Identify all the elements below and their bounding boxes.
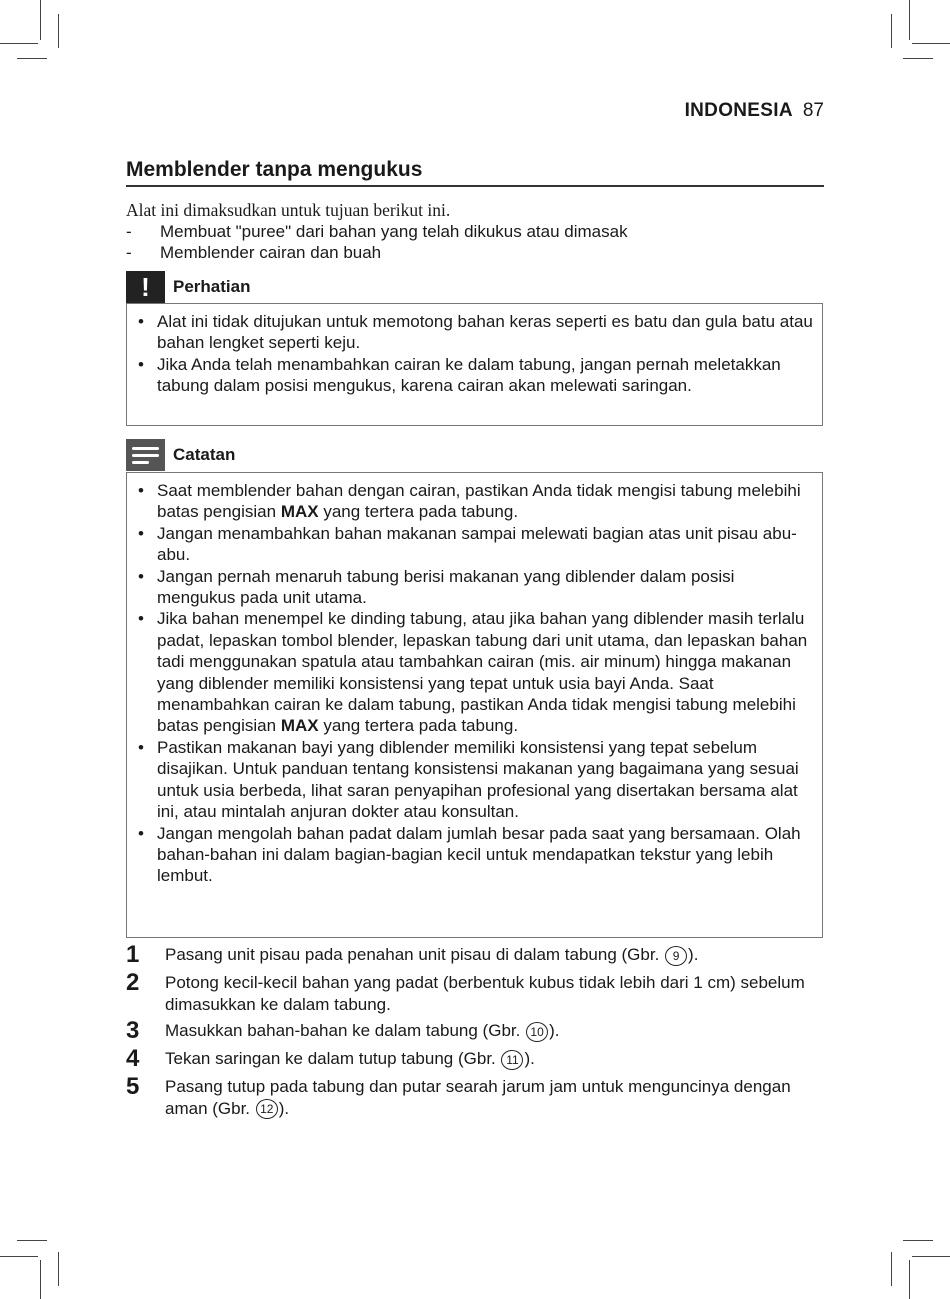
- warning-icon: !: [126, 271, 165, 303]
- note-item: • Jangan menambahkan bahan makanan sampai melewati bagian atas unit pisau abu-abu.: [138, 523, 797, 565]
- step: 4 Tekan saringan ke dalam tutup tabung (Gbr. 11 ).: [126, 1045, 535, 1072]
- figure-ref: 12: [256, 1099, 278, 1119]
- intro-lead: Alat ini dimaksudkan untuk tujuan berikut ini.: [126, 200, 451, 220]
- page-number: 87: [802, 100, 824, 121]
- note-item: • Pastikan makanan bayi yang diblender memiliki konsistensi yang tepat sebelum disajikan. Untuk panduan tentang konsistensi makanan yang bagaimana yang sesuai untuk usia berbeda, lihat saran penyapihan profesional yang disertakan bersama alat ini, atau mintalah anjuran dokter atau konsultan.: [138, 737, 799, 822]
- figure-ref: 9: [665, 946, 687, 966]
- step-number: 2: [126, 969, 140, 996]
- note-item: • Jika bahan menempel ke dinding tabung, atau jika bahan yang diblender masih terlalu padat, lepaskan tombol blender, lepaskan tabung dari unit utama, dan lepaskan bahan tadi menggunakan spatula atau tambahkan cairan (mis. air minum) hingga makanan yang diblender memiliki konsistensi yang tepat untuk usia bayi Anda. Saat menambahkan cairan ke dalam tabung, pastikan Anda tidak mengisi tabung melebihi batas pengisian MAX yang tertera pada tabung.: [138, 609, 808, 736]
- note-item: • Jangan mengolah bahan padat dalam jumlah besar pada saat yang bersamaan. Olah bahan-bahan ini dalam bagian-bagian kecil untuk mendapatkan tekstur yang lebih lembut.: [138, 823, 801, 886]
- step: 2 Potong kecil-kecil bahan yang padat (berbentuk kubus tidak lebih dari 1 cm) sebelum dimasukkan ke dalam tabung.: [126, 969, 805, 1014]
- step: 3 Masukkan bahan-bahan ke dalam tabung (Gbr. 10 ).: [126, 1017, 560, 1044]
- figure-ref: 10: [526, 1022, 548, 1042]
- step: 5 Pasang tutup pada tabung dan putar searah jarum jam untuk menguncinya dengan aman (Gbr. 12 ).: [126, 1073, 791, 1118]
- step-number: 4: [126, 1045, 140, 1072]
- note-item: • Saat memblender bahan dengan cairan, pastikan Anda tidak mengisi tabung melebihi batas pengisian MAX yang tertera pada tabung.: [138, 481, 801, 522]
- caution-label: Perhatian: [173, 277, 251, 296]
- step-number: 3: [126, 1017, 140, 1044]
- note-icon: [126, 439, 165, 471]
- note-box: [126, 472, 823, 938]
- figure-ref: 11: [501, 1050, 523, 1070]
- caution-item: • Alat ini tidak ditujukan untuk memotong bahan keras seperti es batu dan gula batu atau bahan lengket seperti keju.: [138, 312, 813, 353]
- note-item: • Jangan pernah menaruh tabung berisi makanan yang diblender dalam posisi mengukus pada unit utama.: [138, 566, 735, 608]
- step: 1 Pasang unit pisau pada penahan unit pisau di dalam tabung (Gbr. 9 ).: [126, 941, 699, 968]
- intro-item: - Membuat "puree" dari bahan yang telah dikukus atau dimasak: [126, 222, 628, 241]
- intro-item: - Memblender cairan dan buah: [126, 243, 382, 262]
- caution-item: • Jika Anda telah menambahkan cairan ke dalam tabung, jangan pernah meletakkan tabung dalam posisi mengukus, karena cairan akan melewati saringan.: [138, 354, 781, 396]
- step-number: 1: [126, 941, 140, 968]
- section-title: Memblender tanpa mengukus: [126, 156, 824, 187]
- page-header: [126, 99, 824, 123]
- step-number: 5: [126, 1073, 140, 1100]
- note-label: Catatan: [173, 445, 236, 464]
- steps-list: [126, 941, 824, 1124]
- caution-header: [126, 271, 250, 303]
- caution-box: [126, 303, 823, 426]
- note-header: [126, 439, 235, 471]
- header-language: INDONESIA: [684, 100, 793, 121]
- intro: [126, 200, 824, 263]
